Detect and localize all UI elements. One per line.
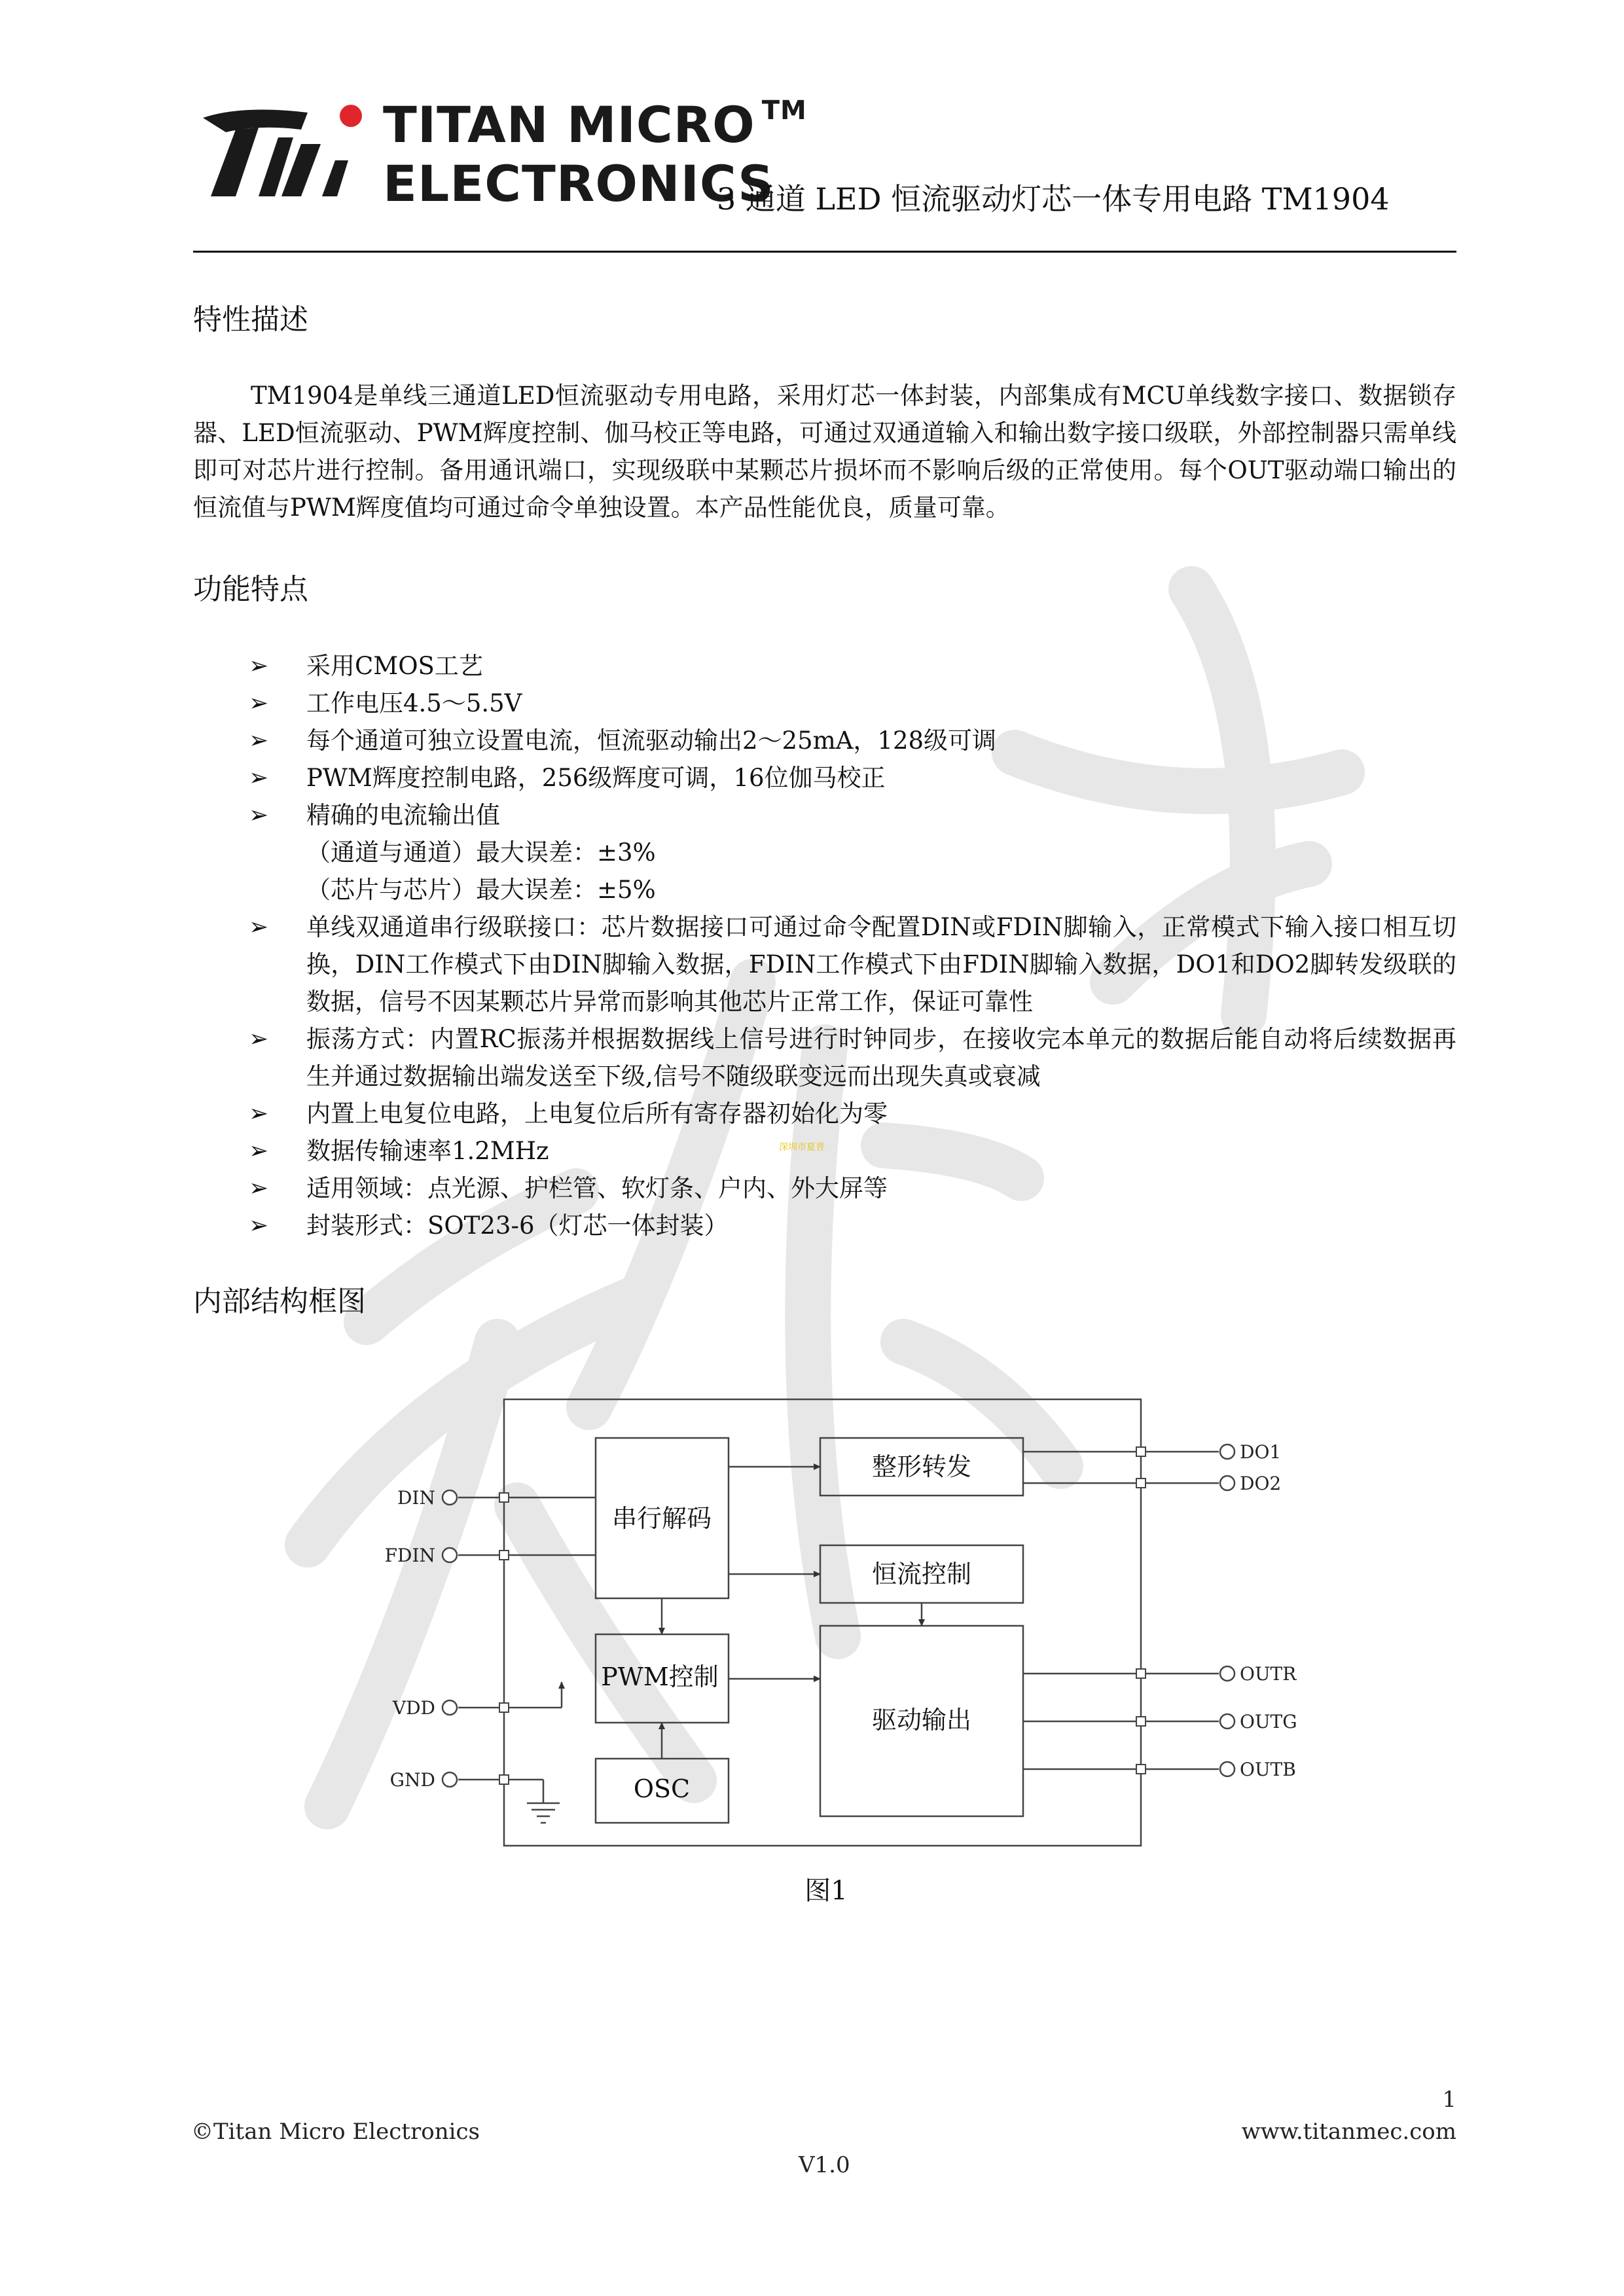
feature-sub-item: （通道与通道）最大误差：±3%	[306, 838, 656, 867]
brand-line-1: TITAN MICRO ™	[383, 96, 807, 154]
footer-website: www.titanmec.com	[1241, 2119, 1456, 2145]
arrow-bullet-icon: ➢	[249, 764, 269, 791]
feature-item: ➢ 内置上电复位电路，上电复位后所有寄存器初始化为零	[249, 1095, 1456, 1132]
feature-item: ➢ 精确的电流输出值 （通道与通道）最大误差：±3% （芯片与芯片）最大误差：±5%	[249, 797, 1456, 908]
pin-vdd: VDD	[392, 1697, 435, 1719]
small-stamp-label: 深圳市夏普	[779, 1142, 825, 1153]
pin-outg: OUTG	[1240, 1711, 1297, 1732]
arrow-bullet-icon: ➢	[249, 653, 269, 679]
feature-item: ➢ 每个通道可独立设置电流，恒流驱动输出2～25mA，128级可调	[249, 722, 1456, 759]
arrow-bullet-icon: ➢	[249, 1212, 269, 1239]
feature-item: ➢ 振荡方式：内置RC振荡并根据数据线上信号进行时钟同步，在接收完本单元的数据后能自动将后续数据再生并通过数据输出端发送至下级,信号不随级联变远而出现失真或衰减	[249, 1020, 1456, 1095]
pin-outb: OUTB	[1240, 1759, 1296, 1780]
feature-item: ➢ 工作电压4.5～5.5V	[249, 685, 1456, 722]
feature-item: ➢ 数据传输速率1.2MHz	[249, 1132, 1456, 1170]
arrow-bullet-icon: ➢	[249, 1138, 269, 1164]
arrow-bullet-icon: ➢	[249, 1100, 269, 1127]
heading-description: 特性描述	[193, 303, 308, 336]
page-number: 1	[1442, 2087, 1456, 2113]
feature-item: ➢ 适用领域：点光源、护栏管、软灯条、户内、外大屏等	[249, 1170, 1456, 1207]
pin-din: DIN	[397, 1487, 435, 1509]
heading-features: 功能特点	[193, 573, 308, 606]
feature-item: ➢ 单线双通道串行级联接口：芯片数据接口可通过命令配置DIN或FDIN脚输入，正常模式下输入接口相互切换，DIN工作模式下由DIN脚输入数据，FDIN工作模式下由FDIN脚输入数据，DO1和DO2脚转发级联的数据，信号不因某颗芯片异常而影响其他芯片正常工作，保证可靠性	[249, 908, 1456, 1020]
pwm-label: PWM控制	[601, 1662, 719, 1691]
arrow-bullet-icon: ➢	[249, 914, 269, 941]
pin-do2: DO2	[1240, 1473, 1282, 1494]
feature-item: ➢ 封装形式：SOT23-6（灯芯一体封装）	[249, 1207, 1456, 1244]
pin-outr: OUTR	[1240, 1663, 1297, 1685]
serial-decode-label: 串行解码	[611, 1504, 712, 1533]
pin-do1: DO1	[1240, 1441, 1282, 1463]
document-title: 3 通道 LED 恒流驱动灯芯一体专用电路 TM1904	[717, 181, 1390, 217]
arrow-bullet-icon: ➢	[249, 1175, 269, 1202]
brand-line-2: ELECTRONICS	[383, 154, 774, 213]
footer-copyright: ©Titan Micro Electronics	[191, 2119, 480, 2145]
description-paragraph: TM1904是单线三通道LED恒流驱动专用电路，采用灯芯一体封装，内部集成有MCU单线数字接口、数据锁存器、LED恒流驱动、PWM辉度控制、伽马校正等电路，可通过双通道输入和输出数字接口级联，外部控制器只需单线即可对芯片进行控制。备用通讯端口，实现级联中某颗芯片损坏而不影响后级的正常使用。每个OUT驱动端口输出的恒流值与PWM辉度值均可通过命令单独设置。本产品性能优良，质量可靠。	[193, 382, 1456, 522]
osc-label: OSC	[633, 1774, 691, 1803]
pin-gnd: GND	[389, 1769, 435, 1791]
feature-sub-item: （芯片与芯片）最大误差：±5%	[306, 876, 656, 904]
trademark-sup: TM	[761, 96, 807, 126]
arrow-bullet-icon: ➢	[249, 802, 269, 829]
heading-block-diagram: 内部结构框图	[193, 1285, 366, 1318]
feature-item: ➢ 采用CMOS工艺	[249, 647, 1456, 685]
shaping-label: 整形转发	[871, 1452, 972, 1481]
figure-caption: 图1	[804, 1876, 848, 1906]
const-current-label: 恒流控制	[871, 1560, 972, 1588]
arrow-bullet-icon: ➢	[249, 1026, 269, 1052]
feature-item: ➢ PWM辉度控制电路，256级辉度可调，16位伽马校正	[249, 759, 1456, 797]
driver-label: 驱动输出	[871, 1706, 972, 1734]
arrow-bullet-icon: ➢	[249, 690, 269, 717]
footer-version: V1.0	[799, 2152, 850, 2178]
arrow-bullet-icon: ➢	[249, 727, 269, 754]
pin-fdin: FDIN	[384, 1545, 435, 1566]
chip-outline	[504, 1399, 1141, 1846]
